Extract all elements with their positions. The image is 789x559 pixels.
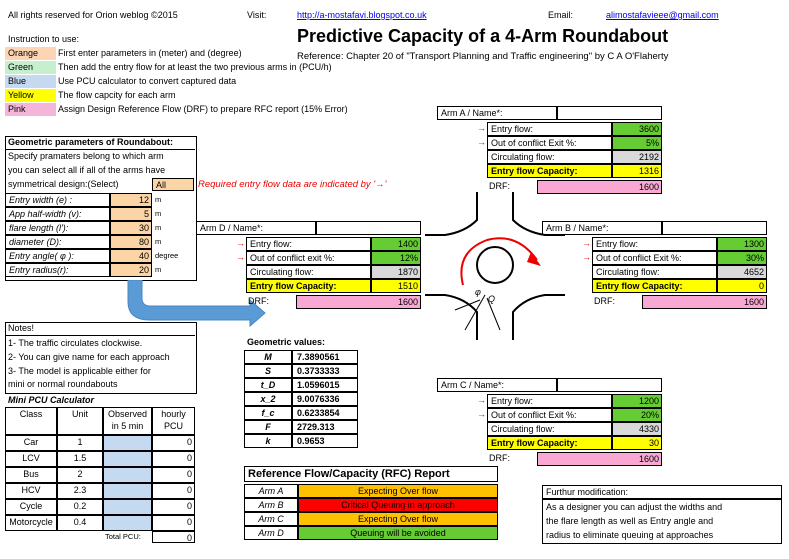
pcu-hourly: 0 — [152, 435, 195, 451]
param-unit: m — [155, 237, 162, 246]
pcu-header: Class — [5, 407, 57, 435]
pcu-observed-input[interactable] — [103, 451, 152, 467]
geom-value: 1.0596015 — [292, 378, 358, 392]
page-title: Predictive Capacity of a 4-Arm Roundabout — [297, 26, 669, 46]
param-input[interactable]: 40 — [110, 249, 152, 263]
arm-a-capacity: 1316 — [612, 164, 662, 178]
arm-b-drf-label: DRF: — [594, 296, 615, 306]
required-arrow-icon: → — [236, 238, 245, 248]
arm-c-capacity-label: Entry flow Capacity: — [487, 436, 612, 450]
arm-c-circulating-flow-label: Circulating flow: — [487, 422, 612, 436]
geom-values-heading: Geometric values: — [247, 337, 326, 347]
note-item: 2- You can give name for each approach — [8, 352, 170, 362]
geometric-line2: you can select all if all of the arms have — [8, 165, 166, 175]
arm-a-capacity-label: Entry flow Capacity: — [487, 164, 612, 178]
symmetry-select[interactable]: All — [152, 178, 194, 191]
instruction-color-key: Green — [5, 61, 56, 74]
param-label: App half-width (v): — [5, 207, 110, 221]
geom-key: S — [244, 364, 292, 378]
email-link[interactable]: alimostafavieee@gmail.com — [606, 10, 719, 20]
instruction-color-key: Pink — [5, 103, 56, 116]
pcu-observed-input[interactable] — [103, 499, 152, 515]
arm-d-capacity: 1510 — [371, 279, 421, 293]
rfc-status: Expecting Over flow — [298, 512, 498, 526]
pcu-total: 0 — [152, 531, 195, 543]
instruction-text: Use PCU calculator to convert captured data — [58, 76, 237, 86]
param-unit: m — [155, 223, 162, 232]
param-unit: m — [155, 265, 162, 274]
arm-a-entry-flow-label: Entry flow: — [487, 122, 612, 136]
pcu-title: Mini PCU Calculator — [8, 395, 95, 405]
rfc-arm: Arm A — [244, 484, 298, 498]
arm-b-exit-pct-label: Out of conflict Exit %: — [592, 251, 717, 265]
pcu-hourly: 0 — [152, 515, 195, 531]
note-item: mini or normal roundabouts — [8, 379, 118, 389]
required-arrow-icon: → — [477, 395, 486, 405]
geom-key: t_D — [244, 378, 292, 392]
arm-c-exit-pct[interactable]: 20% — [612, 408, 662, 422]
blog-link[interactable]: http://a-mostafavi.blogspot.co.uk — [297, 10, 427, 20]
rfc-arm: Arm C — [244, 512, 298, 526]
instruction-color-key: Orange — [5, 47, 56, 60]
instruction-text: Assign Design Reference Flow (DRF) to prepare RFC report (15% Error) — [58, 104, 348, 114]
pcu-header: Observed in 5 min — [103, 407, 152, 435]
arm-b-name-input[interactable] — [662, 221, 767, 235]
geom-key: F — [244, 420, 292, 434]
further-line: the flare length as well as Entry angle and — [546, 516, 714, 526]
arm-d-title: Arm D / Name*: — [196, 221, 316, 235]
arm-a-title: Arm A / Name*: — [437, 106, 557, 120]
required-arrow-icon: → — [582, 252, 591, 262]
arm-a-drf-label: DRF: — [489, 181, 510, 191]
arm-d-drf-label: DRF: — [248, 296, 269, 306]
pcu-hourly: 0 — [152, 451, 195, 467]
pcu-class: Car — [5, 435, 57, 451]
param-label: diameter (D): — [5, 235, 110, 249]
rfc-arm: Arm D — [244, 526, 298, 540]
required-arrow-icon: → — [477, 137, 486, 147]
pcu-header: Unit — [57, 407, 103, 435]
arm-c-entry-flow-label: Entry flow: — [487, 394, 612, 408]
pcu-class: Cycle — [5, 499, 57, 515]
required-arrow-icon: → — [477, 409, 486, 419]
instruction-text: First enter parameters in (meter) and (degree) — [58, 48, 242, 58]
arm-c-drf[interactable]: 1600 — [537, 452, 662, 466]
param-input[interactable]: 5 — [110, 207, 152, 221]
pcu-observed-input[interactable] — [103, 467, 152, 483]
geom-value: 9.0076336 — [292, 392, 358, 406]
arm-d-entry-flow[interactable]: 1400 — [371, 237, 421, 251]
roundabout-diagram — [425, 190, 565, 350]
required-arrow-icon: → — [582, 238, 591, 248]
geom-key: k — [244, 434, 292, 448]
arm-d-entry-flow-label: Entry flow: — [246, 237, 371, 251]
arm-b-capacity: 0 — [717, 279, 767, 293]
param-label: Entry width (e) : — [5, 193, 110, 207]
instructions-heading: Instruction to use: — [8, 34, 80, 44]
rfc-title: Reference Flow/Capacity (RFC) Report — [244, 466, 498, 482]
pcu-unit: 2.3 — [57, 483, 103, 499]
svg-text:Q: Q — [488, 294, 496, 304]
reference-text: Reference: Chapter 20 of "Transport Planning and Traffic engineering" by C A O'Flaherty — [297, 51, 669, 62]
geom-value: 7.3890561 — [292, 350, 358, 364]
arm-b-circulating-flow: 4652 — [717, 265, 767, 279]
param-unit: degree — [155, 251, 179, 260]
arm-c-drf-label: DRF: — [489, 453, 510, 463]
arm-a-circulating-flow-label: Circulating flow: — [487, 150, 612, 164]
arm-c-title: Arm C / Name*: — [437, 378, 557, 392]
param-input[interactable]: 80 — [110, 235, 152, 249]
pcu-unit: 2 — [57, 467, 103, 483]
pcu-observed-input[interactable] — [103, 483, 152, 499]
arm-a-name-input[interactable] — [557, 106, 662, 120]
pcu-unit: 1.5 — [57, 451, 103, 467]
arm-a-exit-pct[interactable]: 5% — [612, 136, 662, 150]
param-input[interactable]: 20 — [110, 263, 152, 277]
instruction-color-key: Yellow — [5, 89, 56, 102]
arm-c-name-input[interactable] — [557, 378, 662, 392]
arm-a-exit-pct-label: Out of conflict Exit %: — [487, 136, 612, 150]
instruction-text: The flow capcity for each arm — [58, 90, 176, 100]
visit-label: Visit: — [247, 10, 267, 20]
note-item: 3- The model is applicable either for — [8, 366, 151, 376]
instruction-color-key: Blue — [5, 75, 56, 88]
pcu-class: LCV — [5, 451, 57, 467]
arm-a-circulating-flow: 2192 — [612, 150, 662, 164]
param-label: flare length (l'): — [5, 221, 110, 235]
arm-a-drf[interactable]: 1600 — [537, 180, 662, 194]
arm-d-exit-pct-label: Out of conflict exit %: — [246, 251, 371, 265]
pcu-unit: 0.2 — [57, 499, 103, 515]
pcu-hourly: 0 — [152, 483, 195, 499]
geom-key: f_c — [244, 406, 292, 420]
geometric-line1: Specify pramaters belong to which arm — [8, 151, 164, 161]
arm-b-capacity-label: Entry flow Capacity: — [592, 279, 717, 293]
geometric-heading: Geometric parameters of Roundabout: — [8, 137, 174, 147]
pcu-header: hourly PCU — [152, 407, 195, 435]
notes-heading: Notes! — [8, 323, 35, 333]
arm-b-circulating-flow-label: Circulating flow: — [592, 265, 717, 279]
rfc-status: Queuing will be avoided — [298, 526, 498, 540]
param-label: Entry radius(r): — [5, 263, 110, 277]
arm-d-capacity-label: Entry flow Capacity: — [246, 279, 371, 293]
arm-d-circulating-flow-label: Circulating flow: — [246, 265, 371, 279]
arm-c-entry-flow[interactable]: 1200 — [612, 394, 662, 408]
arm-d-exit-pct[interactable]: 12% — [371, 251, 421, 265]
param-unit: m — [155, 195, 162, 204]
further-line: radius to eliminate queuing at approaches — [546, 530, 714, 540]
arm-d-name-input[interactable] — [316, 221, 421, 235]
note-item: 1- The traffic circulates clockwise. — [8, 338, 143, 348]
arm-b-title: Arm B / Name*: — [542, 221, 662, 235]
pcu-total-label: Total PCU: — [105, 532, 141, 541]
divider — [5, 335, 195, 336]
geometric-line3: symmetrical design:(Select) — [8, 179, 119, 189]
arm-d-drf[interactable]: 1600 — [296, 295, 421, 309]
arm-b-drf[interactable]: 1600 — [642, 295, 767, 309]
required-arrow-icon: → — [236, 252, 245, 262]
required-arrow-icon: → — [477, 123, 486, 133]
param-input[interactable]: 30 — [110, 221, 152, 235]
arm-a-entry-flow[interactable]: 3600 — [612, 122, 662, 136]
param-unit: m — [155, 209, 162, 218]
param-label: Entry angle( φ ): — [5, 249, 110, 263]
geom-value: 0.9653 — [292, 434, 358, 448]
arm-b-exit-pct[interactable]: 30% — [717, 251, 767, 265]
arm-c-exit-pct-label: Out of conflict Exit %: — [487, 408, 612, 422]
required-note: Required entry flow data are indicated by '→' — [198, 179, 387, 190]
arm-c-circulating-flow: 4330 — [612, 422, 662, 436]
pcu-observed-input[interactable] — [103, 515, 152, 531]
pcu-hourly: 0 — [152, 499, 195, 515]
pcu-hourly: 0 — [152, 467, 195, 483]
pcu-class: Bus — [5, 467, 57, 483]
pcu-observed-input[interactable] — [103, 435, 152, 451]
copyright-text: All rights reserved for Orion weblog ©2015 — [8, 10, 178, 20]
param-input[interactable]: 12 — [110, 193, 152, 207]
rfc-status: Critical Queuing in approach — [298, 498, 498, 512]
arm-b-entry-flow[interactable]: 1300 — [717, 237, 767, 251]
geom-value: 0.6233854 — [292, 406, 358, 420]
further-line: As a designer you can adjust the widths and — [546, 502, 723, 512]
instruction-text: Then add the entry flow for at least the two previous arms in (PCU/h) — [58, 62, 332, 72]
geom-value: 0.3733333 — [292, 364, 358, 378]
rfc-arm: Arm B — [244, 498, 298, 512]
arm-b-entry-flow-label: Entry flow: — [592, 237, 717, 251]
arm-c-capacity: 30 — [612, 436, 662, 450]
further-heading: Furthur modification: — [542, 485, 782, 499]
pcu-class: Motorcycle — [5, 515, 57, 531]
svg-text:φ: φ — [475, 287, 481, 297]
pcu-class: HCV — [5, 483, 57, 499]
rfc-status: Expecting Over flow — [298, 484, 498, 498]
email-label: Email: — [548, 10, 574, 20]
geom-key: M — [244, 350, 292, 364]
geom-key: x_2 — [244, 392, 292, 406]
geom-value: 2729.313 — [292, 420, 358, 434]
arm-d-circulating-flow: 1870 — [371, 265, 421, 279]
pcu-unit: 0.4 — [57, 515, 103, 531]
pcu-unit: 1 — [57, 435, 103, 451]
